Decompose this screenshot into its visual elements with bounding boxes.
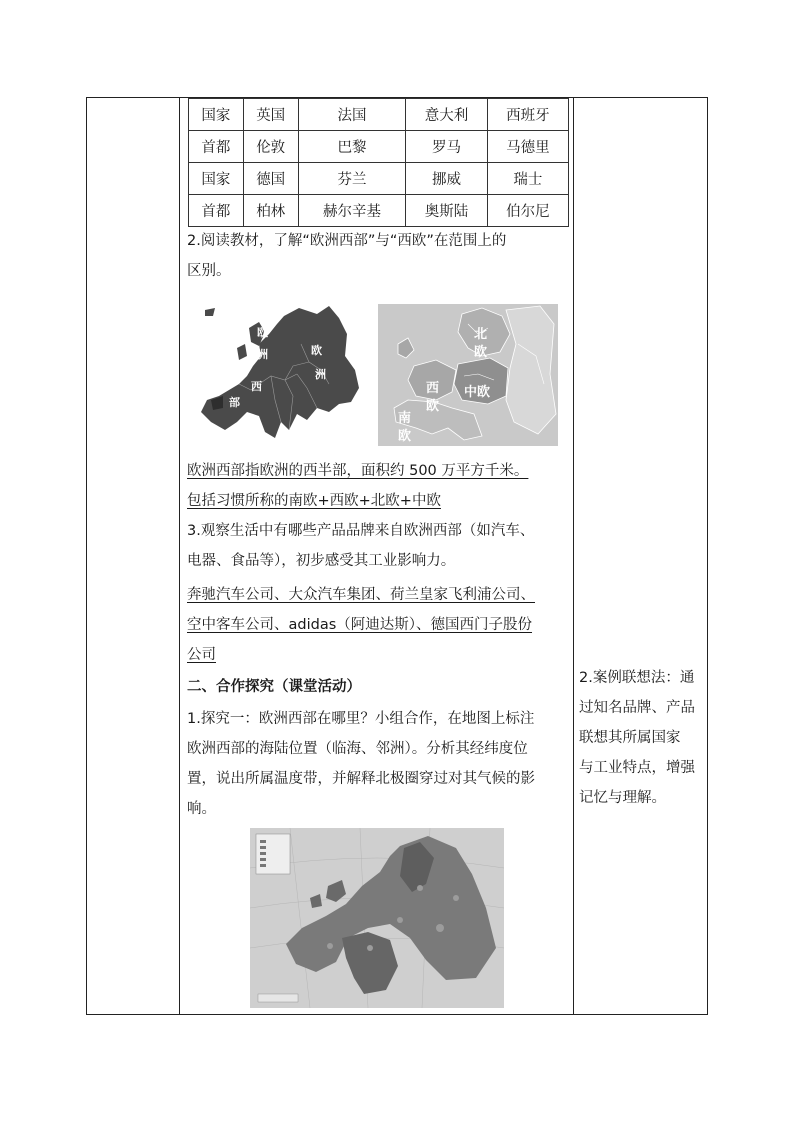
table-cell: 西班牙: [487, 99, 568, 131]
map-label: 欧: [311, 344, 322, 357]
map-label: 北: [474, 327, 488, 342]
western-europe-map: [189, 304, 371, 446]
table-cell: 马德里: [487, 131, 568, 163]
map-label: 洲: [257, 348, 268, 361]
table-row: [189, 131, 569, 163]
map-label: 欧: [257, 326, 268, 339]
table-cell: 国家: [189, 99, 244, 131]
map-label: 欧: [474, 345, 488, 360]
europe-relief-map: [250, 828, 504, 1008]
table-cell: 英国: [243, 99, 298, 131]
task3-line2: 电器、食品等），初步感受其工业影响力。: [187, 553, 456, 569]
map-label: 西: [426, 381, 440, 396]
table-cell: 伦敦: [243, 131, 298, 163]
section-heading: 二、合作探究（课堂活动）: [187, 679, 361, 695]
table-cell: 柏林: [243, 195, 298, 227]
capitals-table: [188, 98, 569, 227]
note-line: 2.案例联想法：通: [579, 670, 695, 686]
explore1-line4: 响。: [187, 801, 216, 817]
explore1-line3: 置，说出所属温度带，并解释北极圈穿过对其气候的影: [187, 771, 535, 787]
table-cell: 伯尔尼: [487, 195, 568, 227]
table-row: [189, 195, 569, 227]
table-row: [189, 99, 569, 131]
table-cell: 首都: [189, 195, 244, 227]
map-label: 中欧: [464, 385, 491, 400]
table-cell: 瑞士: [487, 163, 568, 195]
note-line: 与工业特点，增强: [579, 760, 695, 776]
note-line: 联想其所属国家: [579, 730, 681, 746]
table-cell: 巴黎: [298, 131, 406, 163]
method-note: [579, 663, 703, 813]
task3-line1: 3.观察生活中有哪些产品品牌来自欧洲西部（如汽车、: [187, 523, 535, 539]
note-line: 记忆与理解。: [579, 790, 666, 806]
table-cell: 法国: [298, 99, 406, 131]
answer2-line2: 包括习惯所称的南欧+西欧+北欧+中欧: [187, 493, 441, 509]
europe-regions-map: [378, 304, 558, 446]
table-row: [189, 163, 569, 195]
table-cell: 奥斯陆: [406, 195, 487, 227]
left-column: [87, 98, 180, 1014]
answer3-line3: 公司: [187, 647, 216, 663]
map-label: 欧: [398, 429, 412, 444]
answer3-line1: 奔驰汽车公司、大众汽车集团、荷兰皇家飞利浦公司、: [187, 587, 535, 603]
table-cell: 芬兰: [298, 163, 406, 195]
notes-column: [573, 98, 708, 1014]
table-cell: 意大利: [406, 99, 487, 131]
table-cell: 首都: [189, 131, 244, 163]
note-line: 过知名品牌、产品: [579, 700, 695, 716]
table-cell: 德国: [243, 163, 298, 195]
map-label: 部: [229, 396, 240, 409]
explore1-line1: 1.探究一：欧洲西部在哪里？小组合作，在地图上标注: [187, 711, 535, 727]
answer2-line1: 欧洲西部指欧洲的西半部，面积约 500 万平方千米。: [187, 463, 529, 479]
table-cell: 罗马: [406, 131, 487, 163]
answer2-line2-wrap: [187, 486, 555, 516]
map-label: 南: [398, 411, 412, 426]
table-cell: 国家: [189, 163, 244, 195]
map-label: 西: [251, 380, 262, 393]
table-cell: 挪威: [406, 163, 487, 195]
explore1-line2: 欧洲西部的海陆位置（临海、邻洲）。分析其经纬度位: [187, 741, 528, 757]
map-label: 欧: [426, 399, 440, 414]
answer3-line2: 空中客车公司、adidas（阿迪达斯）、德国西门子股份: [187, 617, 533, 633]
lesson-table: [86, 97, 708, 1015]
task2-line2: 区别。: [187, 263, 231, 279]
map-label: 洲: [315, 368, 326, 381]
table-cell: 赫尔辛基: [298, 195, 406, 227]
task2-line1: 2.阅读教材，了解“欧洲西部”与“西欧”在范围上的: [187, 233, 507, 249]
